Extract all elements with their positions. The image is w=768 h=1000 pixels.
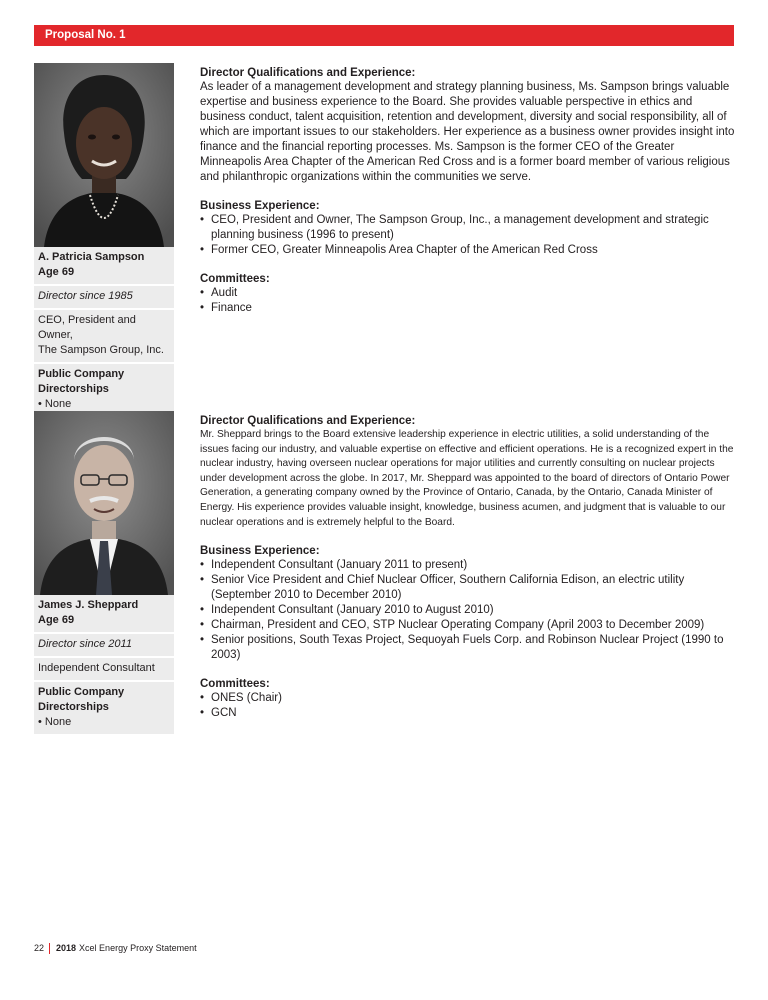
director-since-block	[34, 286, 174, 308]
public-directorships-block	[34, 682, 174, 734]
qualifications-text: As leader of a management development and strategy planning business, Ms. Sampson brings valuable expertise and business experience to the Board. She provides valuable perspective in ethics and business conduct, talent acquisition, retention and development, diversity and social responsibility, all of which are important issues to our stakeholders. Her experience as a business owner provides insight into finance and the financial reporting processes. Ms. Sampson is the former CEO of the Greater Minneapolis Area Chapter of the American Red Cross and is a former board member of various religious and philanthropic organizations within the communities we serve.	[200, 81, 735, 183]
director-age: Age 69	[38, 614, 75, 626]
director-profile-sampson	[34, 63, 174, 416]
list-item: • Chairman, President and CEO, STP Nuclear Operating Company (April 2003 to December 2009)	[200, 618, 735, 633]
public-directorships-value: • None	[38, 716, 72, 728]
list-item: • Senior Vice President and Chief Nuclear Officer, Southern California Edison, an electric utility (September 2010 to December 2010)	[200, 573, 735, 603]
director-title-line: Independent Consultant	[38, 662, 155, 674]
director-details-sheppard	[200, 414, 735, 721]
list-item: • Senior positions, South Texas Project, Sequoyah Fuels Corp. and Robinson Nuclear Project (1990 to 2003)	[200, 633, 735, 663]
list-item: • ONES (Chair)	[200, 691, 735, 706]
banner-label: Proposal No. 1	[45, 29, 126, 41]
director-title-block	[34, 310, 174, 362]
director-photo-sampson	[34, 63, 174, 247]
business-experience-heading: Business Experience:	[200, 200, 320, 212]
public-directorships-block	[34, 364, 174, 416]
public-directorships-label: Directorships	[38, 383, 109, 395]
public-directorships-label: Public Company	[38, 686, 125, 698]
public-directorships-label: Public Company	[38, 368, 125, 380]
list-item: • CEO, President and Owner, The Sampson Group, Inc., a management development and strategic planning business (1996 to present)	[200, 213, 735, 243]
committees-heading: Committees:	[200, 273, 270, 285]
footer-publication: Xcel Energy Proxy Statement	[79, 943, 197, 953]
director-name-block	[34, 247, 174, 284]
director-since: Director since 1985	[38, 290, 133, 302]
qualifications-heading: Director Qualifications and Experience:	[200, 415, 416, 427]
director-title-block	[34, 658, 174, 680]
committees-heading: Committees:	[200, 678, 270, 691]
director-name: James J. Sheppard	[38, 599, 139, 611]
page-footer	[34, 942, 197, 954]
list-item: • Finance	[200, 301, 735, 316]
list-item: • Independent Consultant (January 2010 to August 2010)	[200, 603, 735, 618]
list-item: • Independent Consultant (January 2011 to present)	[200, 558, 735, 573]
footer-year: 2018	[56, 943, 77, 953]
director-age: Age 69	[38, 266, 75, 278]
qualifications-heading: Director Qualifications and Experience:	[200, 67, 416, 79]
director-since: Director since 2011	[38, 638, 132, 650]
list-item: • Audit	[200, 286, 735, 301]
public-directorships-value: • None	[38, 398, 72, 410]
director-name-block	[34, 595, 174, 632]
business-experience-heading: Business Experience:	[200, 545, 320, 558]
director-details-sampson	[200, 66, 735, 316]
director-title-line: CEO, President and Owner,	[38, 314, 136, 341]
director-name: A. Patricia Sampson	[38, 251, 145, 263]
director-profile-sheppard	[34, 411, 174, 734]
public-directorships-label: Directorships	[38, 701, 109, 713]
list-item: • GCN	[200, 706, 735, 721]
business-experience-list	[200, 558, 735, 663]
committees-list	[200, 286, 735, 316]
committees-list	[200, 691, 735, 721]
section-banner	[34, 25, 734, 46]
director-since-block	[34, 634, 174, 656]
business-experience-list	[200, 213, 735, 258]
qualifications-text: Mr. Sheppard brings to the Board extensive leadership experience in electric utilities, a solid understanding of the issues facing our industry, and valuable expertise on effective and efficient operations. He is a recognized expert in the nuclear industry, having overseen nuclear operations for major utilities and currently consulting on nuclear projects under development across the globe. In 2017, Mr. Sheppard was appointed to the board of directors of Ontario Power Generation, a generating company owned by the Province of Ontario, Canada, by the Ontario, Canada Minister of Energy. His experience provides valuable insight, knowledge, business acumen, and judgment that is valuable to our nuclear operations and is extremely helpful to the Board.	[200, 429, 734, 528]
director-photo-sheppard	[34, 411, 174, 595]
footer-divider	[49, 943, 50, 954]
page-number: 22	[34, 943, 45, 953]
director-title-line: The Sampson Group, Inc.	[38, 344, 164, 356]
list-item: • Former CEO, Greater Minneapolis Area Chapter of the American Red Cross	[200, 243, 735, 258]
